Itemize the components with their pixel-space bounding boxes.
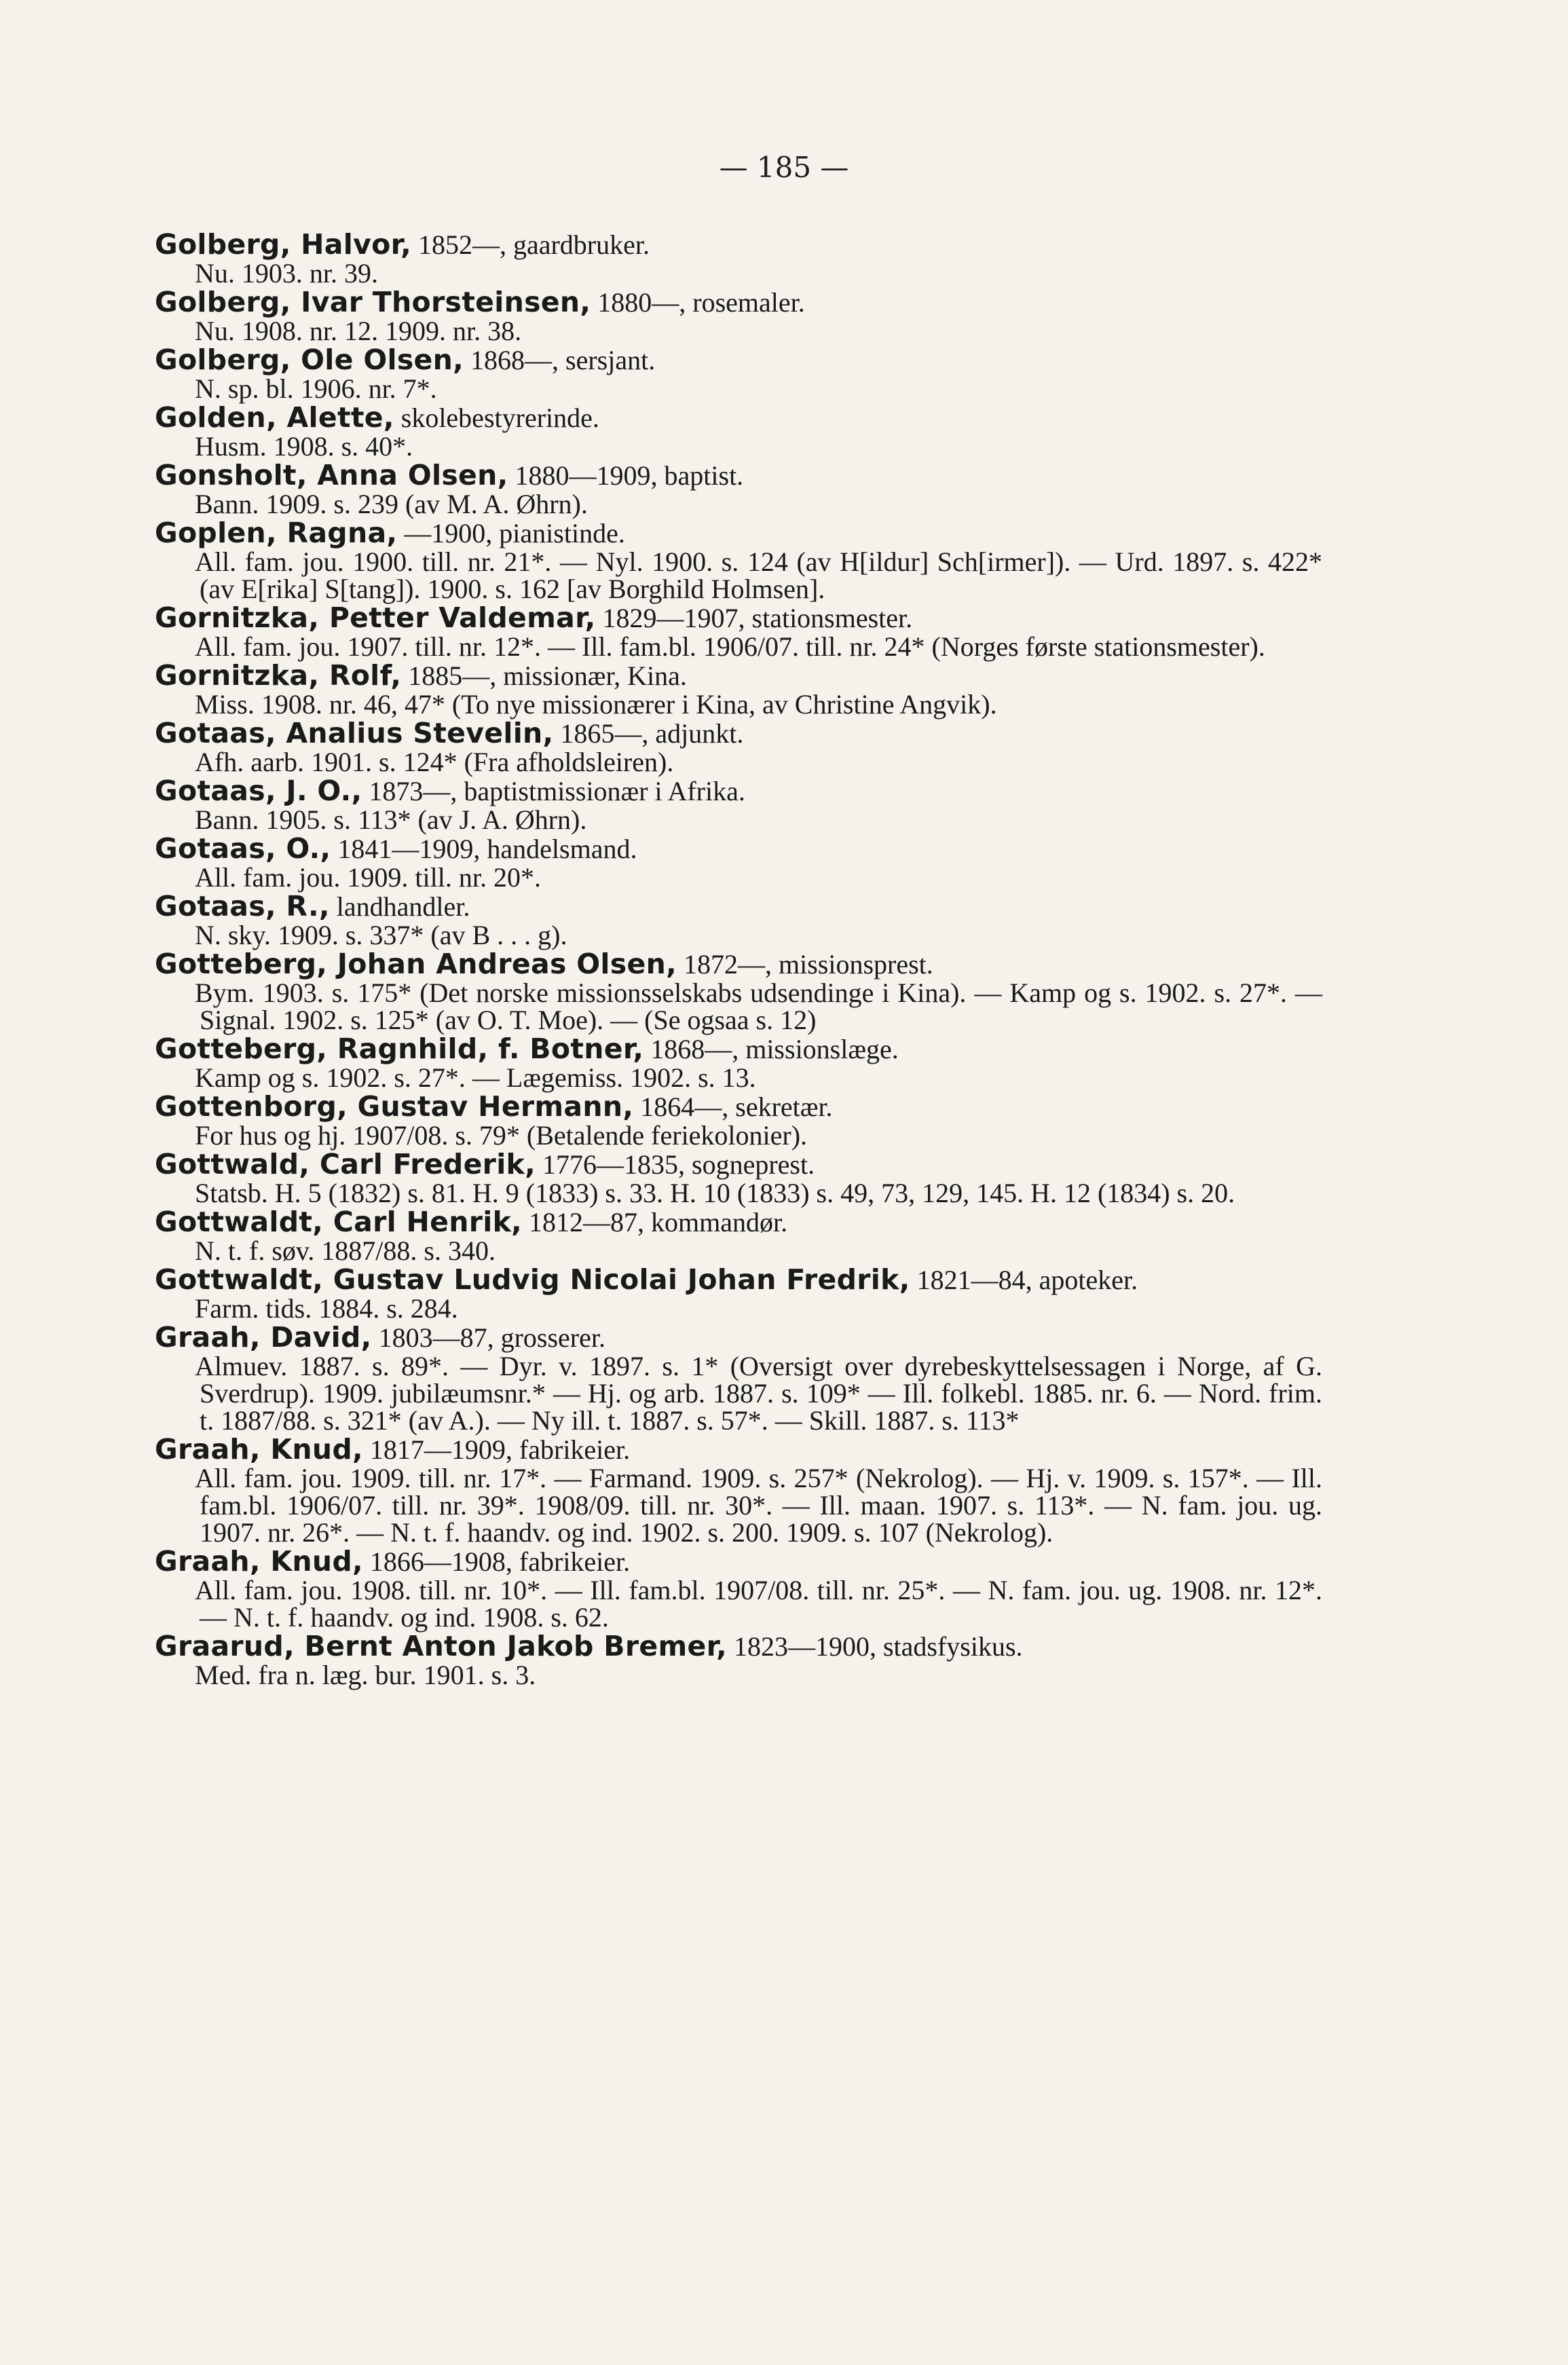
entry-name: Golberg, Halvor, — [155, 228, 411, 261]
entry-golden-alette — [155, 403, 1322, 460]
entry-references: Afh. aarb. 1901. s. 124* (Fra afholdsleiren). — [195, 747, 674, 777]
entry-gottwaldt-carl-henrik — [155, 1207, 1322, 1265]
entry-graah-knud-1817 — [155, 1434, 1322, 1546]
entry-name: Gottenborg, Gustav Hermann, — [155, 1090, 634, 1123]
entry-graah-david — [155, 1322, 1322, 1434]
entry-gotteberg-ragnhild — [155, 1034, 1322, 1092]
entry-gotaas-r — [155, 891, 1322, 949]
entry-description: 1817—1909, fabrikeier. — [362, 1434, 631, 1465]
entry-gotaas-jo — [155, 776, 1322, 834]
entry-name: Gotteberg, Johan Andreas Olsen, — [155, 948, 677, 980]
entry-description: 1880—, rosemaler. — [591, 287, 805, 318]
entry-description: 1872—, missionsprest. — [676, 949, 933, 980]
entry-references: Farm. tids. 1884. s. 284. — [195, 1293, 458, 1324]
entry-golberg-halvor — [155, 229, 1322, 287]
page-number: — 185 — — [719, 151, 849, 184]
entry-references: Med. fra n. læg. bur. 1901. s. 3. — [195, 1660, 536, 1690]
entry-references: For hus og hj. 1907/08. s. 79* (Betalende feriekolonier). — [195, 1120, 808, 1151]
entry-description: 1868—, sersjant. — [464, 345, 656, 375]
entry-description: 1821—84, apoteker. — [910, 1265, 1138, 1295]
entry-references: Nu. 1908. nr. 12. 1909. nr. 38. — [195, 316, 522, 346]
entry-name: Gornitzka, Petter Valdemar, — [155, 601, 596, 634]
entry-description: landhandler. — [329, 891, 470, 922]
entry-references: Statsb. H. 5 (1832) s. 81. H. 9 (1833) s. 33. H. 10 (1833) s. 49, 73, 129, 145. H. 12 (1834) s. 20. — [195, 1178, 1235, 1208]
entry-description: 1885—, missionær, Kina. — [401, 660, 687, 691]
entry-references: All. fam. jou. 1909. till. nr. 20*. — [195, 862, 541, 893]
entry-description: —1900, pianistinde. — [397, 518, 625, 548]
entry-references: All. fam. jou. 1908. till. nr. 10*. — Ill. fam.bl. 1907/08. till. nr. 25*. — N. fam. jou. ug. 1908. nr. 12*. — N. t. f. haandv. og ind. 1908. s. 62. — [195, 1575, 1322, 1633]
entry-name: Graah, David, — [155, 1321, 372, 1354]
entry-description: 1776—1835, sogneprest. — [536, 1149, 815, 1180]
entry-references: All. fam. jou. 1900. till. nr. 21*. — Nyl. 1900. s. 124 (av H[ildur] Sch[irmer]). — Urd. 1897. s. 422* (av E[rika] S[tang]). 1900. s. 162 [av Borghild Holmsen]. — [195, 546, 1322, 604]
entry-description: 1841—1909, handelsmand. — [331, 834, 637, 864]
entry-gotteberg-johan — [155, 949, 1322, 1034]
entry-references: Bann. 1909. s. 239 (av M. A. Øhrn). — [195, 489, 588, 519]
entry-references: Miss. 1908. nr. 46, 47* (To nye missionærer i Kina, av Christine Angvik). — [195, 689, 997, 720]
entry-gotaas-analius — [155, 718, 1322, 776]
entry-references: Husm. 1908. s. 40*. — [195, 431, 413, 462]
entry-name: Gotaas, R., — [155, 890, 330, 923]
entry-references: Kamp og s. 1902. s. 27*. — Lægemiss. 1902. s. 13. — [195, 1062, 756, 1093]
entry-description: 1812—87, kommandør. — [522, 1207, 788, 1237]
entry-references: Bann. 1905. s. 113* (av J. A. Øhrn). — [195, 804, 587, 835]
entry-description: 1864—, sekretær. — [633, 1092, 833, 1122]
entry-name: Gotaas, J. O., — [155, 775, 362, 807]
entry-name: Gotaas, Analius Stevelin, — [155, 717, 554, 749]
entry-graah-knud-1866 — [155, 1546, 1322, 1631]
entry-references: Bym. 1903. s. 175* (Det norske missionsselskabs udsendinge i Kina). — Kamp og s. 1902. s. 27*. — Signal. 1902. s. 125* (av O. T. Moe). — (Se ogsaa s. 12) — [195, 977, 1322, 1035]
entry-description: 1866—1908, fabrikeier. — [362, 1546, 631, 1577]
entry-references: N. sky. 1909. s. 337* (av B . . . g). — [195, 920, 567, 950]
entry-gottwaldt-gustav — [155, 1265, 1322, 1322]
entry-gotaas-o — [155, 834, 1322, 891]
entry-description: 1873—, baptistmissionær i Afrika. — [362, 776, 745, 806]
entry-description: 1852—, gaardbruker. — [411, 229, 650, 260]
entry-name: Graarud, Bernt Anton Jakob Bremer, — [155, 1630, 727, 1662]
entry-description: 1803—87, grosserer. — [371, 1322, 605, 1353]
entry-name: Goplen, Ragna, — [155, 517, 398, 549]
bibliography-entries — [155, 229, 1322, 1689]
entry-references: Nu. 1903. nr. 39. — [195, 258, 378, 288]
entry-gottwald-carl-frederik — [155, 1149, 1322, 1207]
entry-name: Gottwald, Carl Frederik, — [155, 1148, 536, 1180]
entry-references: All. fam. jou. 1907. till. nr. 12*. — Ill. fam.bl. 1906/07. till. nr. 24* (Norges første stationsmester). — [195, 631, 1265, 662]
entry-name: Gotaas, O., — [155, 832, 331, 865]
entry-gottenborg-gustav — [155, 1092, 1322, 1149]
entry-description: 1829—1907, stationsmester. — [595, 603, 913, 633]
entry-goplen-ragna — [155, 518, 1322, 603]
entry-name: Gornitzka, Rolf, — [155, 659, 402, 692]
entry-name: Golden, Alette, — [155, 401, 394, 434]
entry-description: 1868—, missionslæge. — [643, 1034, 899, 1064]
entry-name: Gotteberg, Ragnhild, f. Botner, — [155, 1032, 644, 1065]
entry-description: 1880—1909, baptist. — [508, 460, 744, 491]
entry-name: Gottwaldt, Gustav Ludvig Nicolai Johan Fredrik, — [155, 1263, 910, 1296]
entry-name: Golberg, Ole Olsen, — [155, 343, 464, 376]
entry-name: Gonsholt, Anna Olsen, — [155, 459, 508, 491]
entry-golberg-ole — [155, 345, 1322, 403]
entry-gonsholt-anna — [155, 460, 1322, 518]
entry-references: Almuev. 1887. s. 89*. — Dyr. v. 1897. s. 1* (Oversigt over dyrebeskyttelsessagen i Norge, af G. Sverdrup). 1909. jubilæumsnr.* — Hj. og arb. 1887. s. 109* — Ill. folkebl. 1885. nr. 6. — Nord. frim. t. 1887/88. s. 321* (av A.). — Ny ill. t. 1887. s. 57*. — Skill. 1887. s. 113* — [195, 1351, 1322, 1436]
entry-references: N. sp. bl. 1906. nr. 7*. — [195, 373, 437, 404]
entry-description: 1865—, adjunkt. — [553, 718, 744, 749]
entry-gornitzka-petter — [155, 603, 1322, 660]
entry-graarud-bernt — [155, 1631, 1322, 1689]
entry-name: Graah, Knud, — [155, 1545, 363, 1578]
entry-gornitzka-rolf — [155, 660, 1322, 718]
entry-name: Graah, Knud, — [155, 1433, 363, 1466]
entry-name: Gottwaldt, Carl Henrik, — [155, 1206, 523, 1238]
entry-golberg-ivar — [155, 287, 1322, 345]
entry-name: Golberg, Ivar Thorsteinsen, — [155, 286, 591, 318]
entry-description: 1823—1900, stadsfysikus. — [726, 1631, 1023, 1662]
entry-references: All. fam. jou. 1909. till. nr. 17*. — Farmand. 1909. s. 257* (Nekrolog). — Hj. v. 1909. s. 157*. — Ill. fam.bl. 1906/07. till. nr. 39*. 1908/09. till. nr. 30*. — Ill. maan. 1907. s. 113*. — N. fam. jou. ug. 1907. nr. 26*. — N. t. f. haandv. og ind. 1902. s. 200. 1909. s. 107 (Nekrolog). — [195, 1463, 1322, 1548]
entry-references: N. t. f. søv. 1887/88. s. 340. — [195, 1235, 496, 1266]
entry-description: skolebestyrerinde. — [394, 403, 599, 433]
